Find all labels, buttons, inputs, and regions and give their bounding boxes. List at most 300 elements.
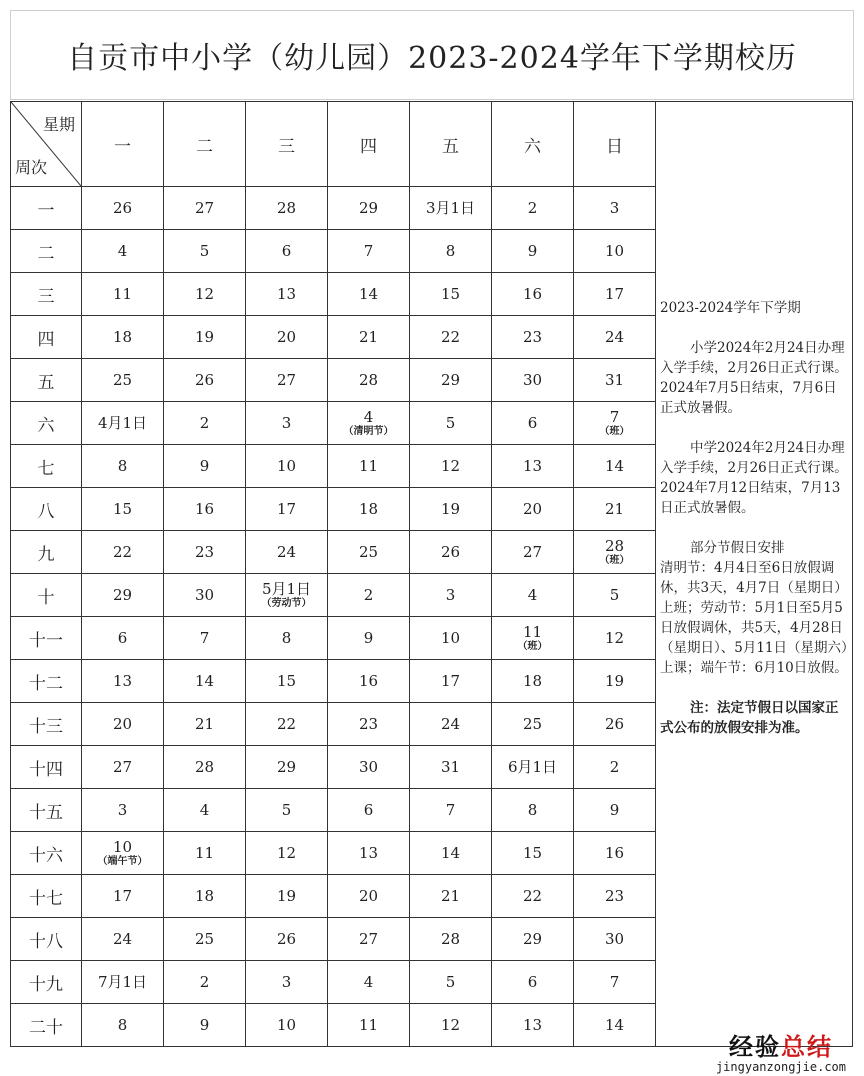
day-number: 4 <box>363 407 374 426</box>
day-number: 17 <box>112 887 133 905</box>
day-cell <box>82 1004 164 1047</box>
day-cell <box>164 445 246 488</box>
day-cell <box>246 531 328 574</box>
notes-middle-school: 中学2024年2月24日办理入学手续，2月26日正式行课。2024年7月12日结束，7月13日正式放暑假。 <box>660 440 848 516</box>
day-cell <box>574 488 656 531</box>
week-label: 一 <box>11 187 82 230</box>
day-number: 16 <box>358 672 379 690</box>
day-cell <box>164 273 246 316</box>
day-cell <box>492 273 574 316</box>
day-number: 16 <box>194 500 215 518</box>
day-number: 17 <box>276 500 297 518</box>
day-number: 19 <box>276 887 297 905</box>
day-cell <box>164 789 246 832</box>
day-number: 3 <box>281 414 292 432</box>
day-cell <box>574 273 656 316</box>
day-cell <box>410 316 492 359</box>
day-number: 5 <box>609 586 620 604</box>
day-cell <box>574 531 656 574</box>
day-number: 10 <box>276 1016 297 1034</box>
day-cell <box>574 617 656 660</box>
day-cell <box>164 531 246 574</box>
day-cell <box>492 488 574 531</box>
day-number: 24 <box>276 543 297 561</box>
day-cell <box>328 617 410 660</box>
day-number: 15 <box>440 285 461 303</box>
day-number: 10 <box>112 837 133 856</box>
day-note: （班） <box>517 640 548 652</box>
day-cell <box>82 273 164 316</box>
day-cell <box>574 789 656 832</box>
day-number: 23 <box>522 328 543 346</box>
day-number: 30 <box>194 586 215 604</box>
day-cell <box>574 402 656 445</box>
day-note: （劳动节） <box>261 597 312 609</box>
day-cell <box>82 316 164 359</box>
day-cell <box>246 445 328 488</box>
day-note: （清明节） <box>343 425 394 437</box>
day-number: 9 <box>527 242 538 260</box>
day-cell <box>574 703 656 746</box>
day-number: 18 <box>112 328 133 346</box>
day-cell <box>574 660 656 703</box>
day-cell <box>246 832 328 875</box>
day-cell <box>410 918 492 961</box>
day-number: 4月1日 <box>97 414 148 432</box>
day-number: 29 <box>276 758 297 776</box>
day-number: 26 <box>604 715 625 733</box>
day-cell <box>328 1004 410 1047</box>
week-label: 十八 <box>11 918 82 961</box>
corner-cell <box>11 102 82 187</box>
day-note: （班） <box>599 425 630 437</box>
day-number: 21 <box>604 500 625 518</box>
day-number: 5 <box>445 973 456 991</box>
day-cell <box>492 746 574 789</box>
day-number: 5 <box>445 414 456 432</box>
day-cell <box>246 273 328 316</box>
day-cell <box>246 703 328 746</box>
week-label: 六 <box>11 402 82 445</box>
page-title: 自贡市中小学（幼儿园）2023-2024学年下学期校历 <box>10 10 854 100</box>
day-number: 7 <box>363 242 374 260</box>
day-cell <box>82 445 164 488</box>
day-cell <box>82 359 164 402</box>
day-header: 五 <box>410 102 492 187</box>
day-number: 11 <box>112 285 133 303</box>
week-label: 十四 <box>11 746 82 789</box>
day-number: 22 <box>112 543 133 561</box>
day-note: （班） <box>599 554 630 566</box>
notes-heading: 2023-2024学年下学期 <box>660 300 801 316</box>
day-number: 8 <box>527 801 538 819</box>
day-cell <box>164 359 246 402</box>
day-number: 24 <box>604 328 625 346</box>
day-cell <box>492 230 574 273</box>
day-number: 30 <box>358 758 379 776</box>
day-cell <box>82 488 164 531</box>
day-number: 28 <box>604 536 625 555</box>
day-number: 21 <box>440 887 461 905</box>
day-cell <box>410 660 492 703</box>
day-number: 11 <box>194 844 215 862</box>
day-cell <box>574 316 656 359</box>
day-number: 13 <box>522 1016 543 1034</box>
day-cell <box>246 660 328 703</box>
week-label: 十七 <box>11 875 82 918</box>
day-cell <box>328 875 410 918</box>
day-cell <box>82 531 164 574</box>
day-cell <box>410 961 492 1004</box>
day-number: 15 <box>112 500 133 518</box>
day-number: 6 <box>527 414 538 432</box>
day-number: 20 <box>276 328 297 346</box>
day-cell <box>82 918 164 961</box>
watermark <box>716 1027 846 1074</box>
day-cell <box>410 445 492 488</box>
day-cell <box>82 789 164 832</box>
day-cell <box>574 574 656 617</box>
day-cell <box>328 832 410 875</box>
watermark-part2: 总结 <box>780 1033 833 1061</box>
day-cell <box>246 402 328 445</box>
notes-holiday-heading: 部分节假日安排 <box>690 540 785 556</box>
day-number: 3月1日 <box>425 199 476 217</box>
day-number: 29 <box>440 371 461 389</box>
day-number: 2 <box>199 414 210 432</box>
day-number: 7 <box>609 407 620 426</box>
day-cell <box>410 617 492 660</box>
day-cell <box>492 531 574 574</box>
day-cell <box>574 832 656 875</box>
day-cell <box>492 1004 574 1047</box>
day-number: 8 <box>281 629 292 647</box>
day-number: 15 <box>522 844 543 862</box>
day-number: 8 <box>117 457 128 475</box>
day-number: 8 <box>445 242 456 260</box>
day-cell <box>328 746 410 789</box>
notes-panel <box>656 102 853 1047</box>
day-cell <box>82 660 164 703</box>
day-number: 20 <box>522 500 543 518</box>
day-cell <box>410 230 492 273</box>
day-cell <box>82 832 164 875</box>
week-label: 二 <box>11 230 82 273</box>
day-cell <box>410 746 492 789</box>
day-number: 10 <box>604 242 625 260</box>
day-number: 23 <box>194 543 215 561</box>
day-number: 21 <box>358 328 379 346</box>
day-number: 10 <box>276 457 297 475</box>
day-cell <box>328 574 410 617</box>
day-cell <box>492 918 574 961</box>
day-number: 16 <box>604 844 625 862</box>
day-number: 29 <box>522 930 543 948</box>
day-number: 11 <box>358 457 379 475</box>
day-cell <box>574 918 656 961</box>
day-cell <box>246 574 328 617</box>
day-number: 4 <box>363 973 374 991</box>
day-cell <box>574 359 656 402</box>
day-number: 2 <box>363 586 374 604</box>
day-number: 28 <box>440 930 461 948</box>
day-cell <box>246 359 328 402</box>
day-number: 19 <box>604 672 625 690</box>
day-number: 25 <box>194 930 215 948</box>
day-cell <box>410 832 492 875</box>
day-header: 六 <box>492 102 574 187</box>
day-cell <box>574 1004 656 1047</box>
day-number: 19 <box>194 328 215 346</box>
day-cell <box>328 703 410 746</box>
day-number: 23 <box>604 887 625 905</box>
day-cell <box>328 273 410 316</box>
day-number: 4 <box>199 801 210 819</box>
day-number: 27 <box>276 371 297 389</box>
corner-label-week: 周次 <box>15 158 48 177</box>
day-cell <box>246 488 328 531</box>
day-cell <box>492 359 574 402</box>
day-number: 26 <box>440 543 461 561</box>
notes-primary-school: 小学2024年2月24日办理入学手续，2月26日正式行课。2024年7月5日结束，7月6日正式放暑假。 <box>660 340 848 416</box>
day-number: 13 <box>276 285 297 303</box>
day-number: 5 <box>281 801 292 819</box>
day-number: 26 <box>276 930 297 948</box>
week-label: 九 <box>11 531 82 574</box>
week-label: 十六 <box>11 832 82 875</box>
day-cell <box>328 789 410 832</box>
day-cell <box>492 961 574 1004</box>
day-number: 26 <box>194 371 215 389</box>
day-number: 6 <box>527 973 538 991</box>
day-number: 6 <box>117 629 128 647</box>
day-number: 11 <box>522 622 543 641</box>
day-cell <box>410 359 492 402</box>
day-number: 14 <box>604 1016 625 1034</box>
day-cell <box>164 660 246 703</box>
day-cell <box>410 1004 492 1047</box>
day-number: 14 <box>358 285 379 303</box>
day-number: 2 <box>527 199 538 217</box>
week-label: 八 <box>11 488 82 531</box>
day-cell <box>410 703 492 746</box>
day-cell <box>328 488 410 531</box>
day-number: 25 <box>358 543 379 561</box>
day-number: 30 <box>522 371 543 389</box>
day-number: 7 <box>609 973 620 991</box>
day-header: 日 <box>574 102 656 187</box>
day-cell <box>328 187 410 230</box>
day-number: 13 <box>522 457 543 475</box>
day-cell <box>492 402 574 445</box>
day-number: 28 <box>194 758 215 776</box>
day-number: 22 <box>522 887 543 905</box>
day-cell <box>328 961 410 1004</box>
day-number: 26 <box>112 199 133 217</box>
day-number: 12 <box>604 629 625 647</box>
day-cell <box>574 187 656 230</box>
day-number: 12 <box>276 844 297 862</box>
day-cell <box>246 875 328 918</box>
day-cell <box>164 316 246 359</box>
day-number: 21 <box>194 715 215 733</box>
day-cell <box>246 617 328 660</box>
day-number: 6 <box>281 242 292 260</box>
week-label: 四 <box>11 316 82 359</box>
day-number: 12 <box>194 285 215 303</box>
day-number: 23 <box>358 715 379 733</box>
day-cell <box>82 187 164 230</box>
watermark-part1: 经验 <box>728 1033 781 1061</box>
notes-footnote: 注：法定节假日以国家正式公布的放假安排为准。 <box>660 700 839 736</box>
day-number: 12 <box>440 457 461 475</box>
day-number: 29 <box>112 586 133 604</box>
week-label: 十 <box>11 574 82 617</box>
day-number: 20 <box>358 887 379 905</box>
day-number: 22 <box>440 328 461 346</box>
day-cell <box>164 961 246 1004</box>
day-number: 4 <box>527 586 538 604</box>
day-cell <box>492 617 574 660</box>
day-cell <box>328 660 410 703</box>
day-cell <box>164 746 246 789</box>
day-cell <box>82 230 164 273</box>
day-cell <box>410 789 492 832</box>
day-cell <box>164 918 246 961</box>
day-cell <box>246 187 328 230</box>
day-header: 四 <box>328 102 410 187</box>
day-number: 20 <box>112 715 133 733</box>
day-cell <box>246 746 328 789</box>
week-label: 十二 <box>11 660 82 703</box>
day-cell <box>164 617 246 660</box>
day-number: 31 <box>604 371 625 389</box>
day-number: 7 <box>445 801 456 819</box>
day-cell <box>410 574 492 617</box>
day-number: 7 <box>199 629 210 647</box>
day-number: 9 <box>199 1016 210 1034</box>
day-cell <box>328 531 410 574</box>
day-number: 3 <box>117 801 128 819</box>
day-cell <box>82 961 164 1004</box>
day-cell <box>328 445 410 488</box>
day-cell <box>164 402 246 445</box>
day-cell <box>410 187 492 230</box>
week-label: 十三 <box>11 703 82 746</box>
day-cell <box>574 961 656 1004</box>
day-cell <box>492 703 574 746</box>
week-label: 十九 <box>11 961 82 1004</box>
day-cell <box>492 445 574 488</box>
week-label: 五 <box>11 359 82 402</box>
day-number: 8 <box>117 1016 128 1034</box>
day-cell <box>410 273 492 316</box>
day-number: 10 <box>440 629 461 647</box>
day-cell <box>82 574 164 617</box>
day-number: 9 <box>363 629 374 647</box>
day-number: 24 <box>112 930 133 948</box>
day-number: 18 <box>358 500 379 518</box>
week-label: 十五 <box>11 789 82 832</box>
day-number: 14 <box>604 457 625 475</box>
day-header: 一 <box>82 102 164 187</box>
day-cell <box>410 531 492 574</box>
day-cell <box>82 875 164 918</box>
day-cell <box>82 617 164 660</box>
day-cell <box>164 832 246 875</box>
day-number: 7月1日 <box>97 973 148 991</box>
day-number: 11 <box>358 1016 379 1034</box>
header-row <box>11 102 853 187</box>
day-number: 27 <box>194 199 215 217</box>
day-number: 30 <box>604 930 625 948</box>
day-number: 22 <box>276 715 297 733</box>
day-number: 27 <box>358 930 379 948</box>
day-number: 14 <box>440 844 461 862</box>
day-number: 12 <box>440 1016 461 1034</box>
day-cell <box>574 746 656 789</box>
day-cell <box>246 789 328 832</box>
day-number: 9 <box>609 801 620 819</box>
day-cell <box>164 187 246 230</box>
day-cell <box>164 574 246 617</box>
day-cell <box>164 1004 246 1047</box>
day-header: 三 <box>246 102 328 187</box>
day-cell <box>492 187 574 230</box>
day-cell <box>164 230 246 273</box>
day-cell <box>492 789 574 832</box>
day-number: 13 <box>112 672 133 690</box>
day-number: 28 <box>276 199 297 217</box>
day-note: （端午节） <box>97 855 148 867</box>
day-cell <box>410 875 492 918</box>
day-number: 29 <box>358 199 379 217</box>
week-label: 二十 <box>11 1004 82 1047</box>
day-cell <box>410 402 492 445</box>
day-number: 17 <box>604 285 625 303</box>
day-cell <box>164 488 246 531</box>
day-cell <box>492 832 574 875</box>
day-cell <box>82 703 164 746</box>
day-cell <box>492 316 574 359</box>
day-number: 3 <box>609 199 620 217</box>
day-cell <box>164 703 246 746</box>
day-number: 9 <box>199 457 210 475</box>
watermark-url: jingyanzongjie.com <box>715 1060 846 1074</box>
day-number: 15 <box>276 672 297 690</box>
day-number: 18 <box>194 887 215 905</box>
day-cell <box>328 402 410 445</box>
day-cell <box>164 875 246 918</box>
day-number: 19 <box>440 500 461 518</box>
day-number: 31 <box>440 758 461 776</box>
day-cell <box>574 230 656 273</box>
week-label: 三 <box>11 273 82 316</box>
day-number: 3 <box>281 973 292 991</box>
day-cell <box>492 574 574 617</box>
day-number: 25 <box>522 715 543 733</box>
day-number: 5月1日 <box>261 579 312 598</box>
day-cell <box>492 660 574 703</box>
week-label: 七 <box>11 445 82 488</box>
day-number: 14 <box>194 672 215 690</box>
day-cell <box>574 445 656 488</box>
day-number: 27 <box>112 758 133 776</box>
day-cell <box>246 1004 328 1047</box>
day-number: 27 <box>522 543 543 561</box>
day-cell <box>328 918 410 961</box>
day-cell <box>328 316 410 359</box>
